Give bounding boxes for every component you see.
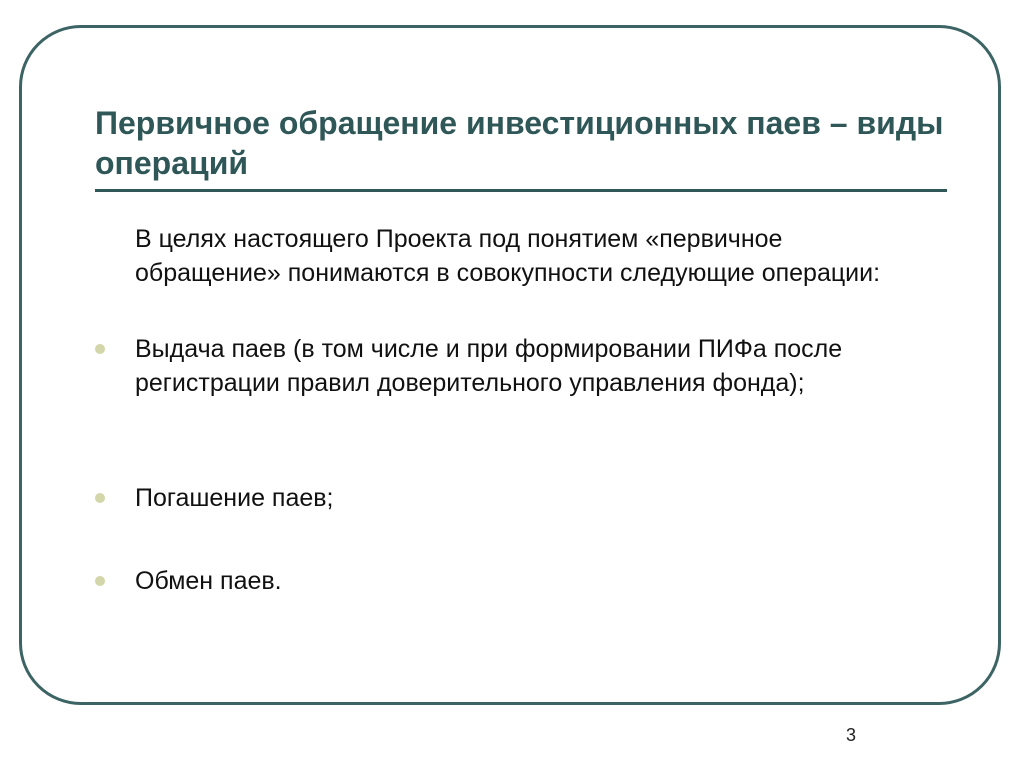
- slide-title: Первичное обращение инвестиционных паев – виды операций: [95, 105, 944, 181]
- bullet-text: Выдача паев (в том числе и при формировании ПИФа после регистрации правил доверительного управления фонда);: [135, 335, 843, 397]
- bullet-dot-icon: [95, 576, 105, 586]
- bullet-text: Обмен паев.: [135, 567, 282, 595]
- page-number: 3: [846, 725, 857, 745]
- bullet-dot-icon: [95, 493, 105, 503]
- bullet-text: Погашение паев;: [135, 484, 334, 512]
- bullet-dot-icon: [95, 344, 105, 354]
- title-underline: [95, 189, 947, 192]
- intro-paragraph: В целях настоящего Проекта под понятием «первичное обращение» понимаются в совокупности следующие операции:: [135, 225, 881, 287]
